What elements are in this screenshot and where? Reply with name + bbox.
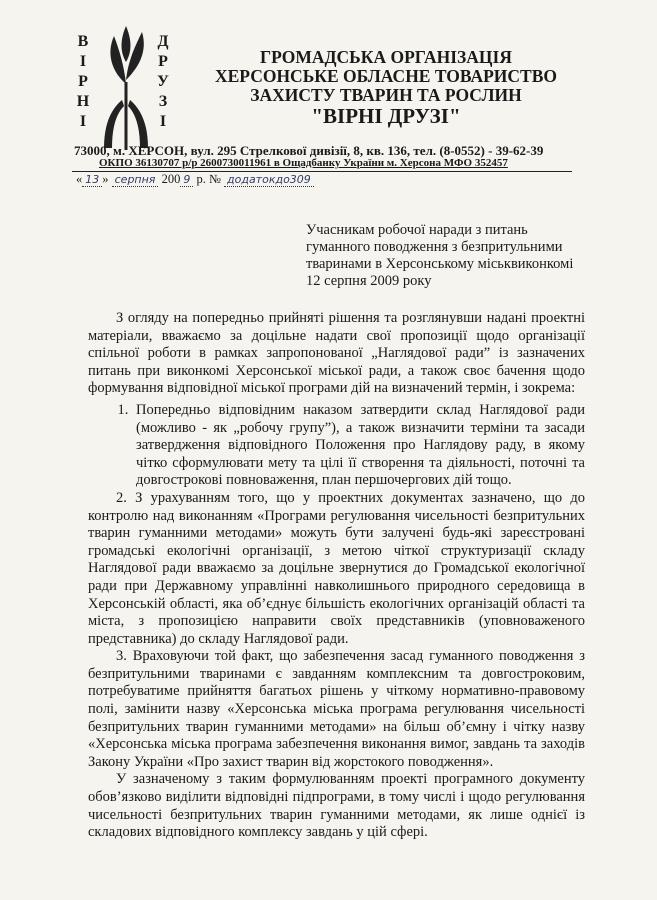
intro-paragraph: З огляду на попередньо прийняті рішення та розглянувши надані проектні матеріали, вважаємо за доцільне надати свої пропозиції щодо організації спільної роботи в рамках запропонованої „Наглядової ради” із зазначених питань при виконкомі Херсонської міської ради, а також своє бачення щодо формування відповідної міської програми дій на визначений термін, і зокрема:: [88, 310, 585, 397]
paragraph-3: 3. Враховуючи той факт, що забезпечення засад гуманного поводження з безпритульними тваринами є завданням комплексним та довгостроковим, потребуватиме прийняття багатьох рішень у чіткому нормативно-правовому полі, замінити назву «Херсонська міська програма регулювання чисельності безпритульних тварин гуманними методами» на більш об’ємну і чітку назву «Херсонська міська програма забезпечення виконання вимог, завдань та заходів Закону України «Про захист тварин від жорстокого поводження».: [88, 648, 585, 770]
document-number-handwritten: додатокдо309: [224, 173, 314, 187]
addressee-line: 12 серпня 2009 року: [306, 273, 432, 289]
logo-letter: Н: [76, 93, 90, 110]
logo-letter: Д: [157, 33, 169, 50]
logo-letter: І: [79, 113, 87, 130]
logo-letter: У: [157, 73, 169, 90]
addressee-line: Учасникам робочої наради з питань: [306, 222, 528, 238]
paragraph-4: У зазначеному з таким формулюванням проекті програмного документу обов’язково виділити відповідні підпрограми, в тому числі і щодо регулювання чисельності безпритульних тварин гуманними методами, як лише однієї із складових відповідного комплексу завдань у цій сфері.: [88, 771, 585, 841]
organization-name: [196, 48, 576, 128]
logo-letter: І: [159, 113, 167, 130]
logo-word-virni: [76, 32, 90, 132]
date-year-handwritten: 9: [180, 173, 193, 187]
date-day-handwritten: 13: [82, 173, 102, 187]
org-line: ГРОМАДСЬКА ОРГАНІЗАЦІЯ: [260, 47, 512, 67]
logo-word-druzi: [156, 32, 170, 132]
organization-logo: [62, 22, 182, 150]
bank-details: ОКПО 36130707 р/р 2600730011961 в Ощадбанку України м. Херсона МФО 352457: [99, 157, 508, 169]
date-number-line: [76, 172, 314, 187]
logo-letter: Р: [158, 53, 168, 70]
org-line-name: "ВІРНІ ДРУЗІ": [311, 104, 461, 128]
org-line: ХЕРСОНСЬКЕ ОБЛАСНЕ ТОВАРИСТВО: [214, 66, 558, 86]
date-suffix: р. №: [196, 172, 221, 186]
logo-letter: І: [79, 53, 87, 70]
logo-letter: Р: [78, 73, 88, 90]
postal-address: 73000, м. ХЕРСОН, вул. 295 Стрелкової дивізії, 8, кв. 136, тел. (8-0552) - 39-62-39: [74, 143, 544, 158]
hands-sprout-icon: [98, 22, 154, 150]
date-year: 200: [161, 172, 181, 186]
addressee-line: тваринами в Херсонському міськвиконкомі: [306, 256, 574, 272]
letter-body: [88, 310, 585, 842]
date-quote-close: »: [102, 172, 109, 186]
addressee-block: [306, 222, 606, 290]
org-line: ЗАХИСТУ ТВАРИН ТА РОСЛИН: [250, 85, 522, 105]
logo-letter: З: [158, 93, 168, 110]
date-quote-open: «: [76, 172, 83, 186]
logo-letter: В: [77, 33, 89, 50]
list-item: 1. Попередньо відповідним наказом затвердити склад Наглядової ради (можливо - як „робочу групу”), а також визначити терміни та засади затвердження відповідного Положення про Наглядову раду, в якому чітко сформулювати мету та цілі її створення та діяльності, поточні та довгострокові повноваження, план першочергових дій тощо.: [132, 402, 585, 490]
date-month-handwritten: серпня: [112, 173, 159, 187]
addressee-line: гуманного поводження з безпритульними: [306, 239, 563, 255]
numbered-list: [88, 402, 585, 490]
paragraph-2: 2. З урахуванням того, що у проектних документах зазначено, що до контролю над виконанням «Програми регулювання чисельності безпритульних тварин гуманними методами» можуть бути залучені будь-які зареєстровані громадські екологічні організації, з метою чіткої структуризації складу Наглядової ради вважаємо за доцільне звернутися до Громадської екологічної ради при Державному управлінні навколишнього природного середовища в Херсонській області, яка об’єднує більшість екологічних організацій області та міста, з пропозицією направити своїх представників (уповноваженого представника) до складу Наглядової ради.: [88, 489, 585, 647]
